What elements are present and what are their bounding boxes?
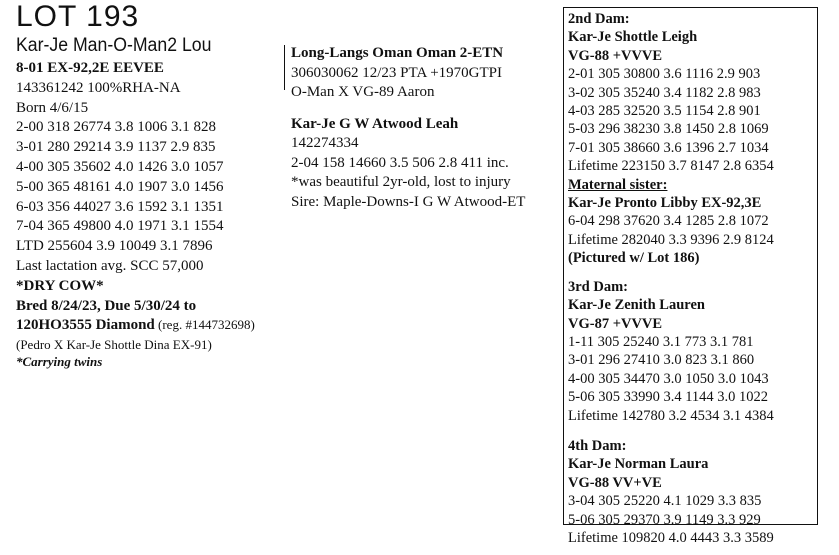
dam-name: Kar-Je G W Atwood Leah <box>291 115 459 132</box>
section-heading: 2nd Dam: <box>568 11 630 27</box>
lactation-record: 7-01 305 38660 3.6 1396 2.7 1034 <box>568 139 769 156</box>
lifetime-total: Lifetime 223150 3.7 8147 2.8 6354 <box>568 158 774 175</box>
fourth-dam-classification: VG-88 VV+VE <box>568 474 662 491</box>
lactation-record: 7-04 365 49800 4.0 1971 3.1 1554 <box>16 218 224 235</box>
maternal-sister-name: Kar-Je Pronto Libby EX-92,3E <box>568 195 762 212</box>
lactation-record: 3-04 305 25220 4.1 1029 3.3 835 <box>568 493 762 510</box>
second-dam-name: Kar-Je Shottle Leigh <box>568 29 698 46</box>
lactation-record: 6-03 356 44027 3.6 1592 3.1 1351 <box>16 198 224 215</box>
dam-registration: 142274334 <box>291 135 359 151</box>
lifetime-total: LTD 255604 3.9 10049 3.1 7896 <box>16 238 213 255</box>
second-dam-classification: VG-88 +VVVE <box>568 47 663 64</box>
lactation-record: 4-03 285 32520 3.5 1154 2.8 901 <box>568 103 761 120</box>
lactation-record: 5-06 305 33990 3.4 1144 3.0 1022 <box>568 389 769 406</box>
lifetime-total: Lifetime 282040 3.3 9396 2.9 8124 <box>568 231 774 248</box>
service-sire-reg: (reg. #144732698) <box>154 317 255 333</box>
dam-note: *was beautiful 2yr-old, lost to injury <box>291 174 511 190</box>
fourth-dam-section <box>568 437 818 547</box>
lactation-record: 3-01 280 29214 3.9 1137 2.9 835 <box>16 139 216 156</box>
divider-line <box>284 45 285 90</box>
twins-note: *Carrying twins <box>16 354 103 370</box>
lactation-record: 6-04 298 37620 3.4 1285 2.8 1072 <box>568 213 769 230</box>
cow-classification: 8-01 EX-92,2E EEVEE <box>16 60 164 76</box>
maternal-sister-heading: Maternal sister: <box>568 176 668 193</box>
lactation-record: 3-02 305 35240 3.4 1182 2.8 983 <box>568 84 761 101</box>
lactation-record: 4-00 305 35602 4.0 1426 3.0 1057 <box>16 158 224 175</box>
third-dam-name: Kar-Je Zenith Lauren <box>568 297 705 314</box>
lactation-record: 5-00 365 48161 4.0 1907 3.0 1456 <box>16 178 224 195</box>
dam-record: 2-04 158 14660 3.5 506 2.8 411 inc. <box>291 154 509 171</box>
lot-title: LOT 193 <box>16 0 140 33</box>
second-dam-section <box>568 10 818 268</box>
service-sire-name: 120HO3555 Diamond <box>16 317 155 334</box>
cow-registration: 143361242 100%RHA-NA <box>16 79 181 96</box>
pictured-note: (Pictured w/ Lot 186) <box>568 250 700 267</box>
sire-pedigree: O-Man X VG-89 Aaron <box>291 84 435 100</box>
lactation-record: 2-01 305 30800 3.6 1116 2.9 903 <box>568 66 761 83</box>
third-dam-classification: VG-87 +VVVE <box>568 315 663 332</box>
section-heading: 3rd Dam: <box>568 278 629 295</box>
lifetime-total: Lifetime 109820 4.0 4443 3.3 3589 <box>568 529 774 546</box>
pedigree-middle <box>291 44 561 212</box>
cow-born: Born 4/6/15 <box>16 99 89 116</box>
dry-cow-status: *DRY COW* <box>16 277 104 294</box>
bred-line: Bred 8/24/23, Due 5/30/24 to <box>16 297 197 314</box>
sire-name: Long-Langs Oman Oman 2-ETN <box>291 45 504 61</box>
lactation-record: 5-03 296 38230 3.8 1450 2.8 1069 <box>568 121 769 138</box>
service-sire-pedigree: (Pedro X Kar-Je Shottle Dina EX-91) <box>16 337 212 353</box>
pedigree-box-content <box>568 10 818 555</box>
cow-name: Kar-Je Man-O-Man2 Lou <box>16 35 212 56</box>
lifetime-total: Lifetime 142780 3.2 4534 3.1 4384 <box>568 407 774 424</box>
lactation-record: 1-11 305 25240 3.1 773 3.1 781 <box>568 333 754 350</box>
section-heading: 4th Dam: <box>568 437 627 454</box>
lactation-record: 3-01 296 27410 3.0 823 3.1 860 <box>568 352 755 369</box>
sire-registration: 306030062 12/23 PTA +1970GTPI <box>291 64 503 81</box>
service-sire-line <box>16 316 286 336</box>
cow-details <box>16 59 286 370</box>
lactation-record: 2-00 318 26774 3.8 1006 3.1 828 <box>16 119 216 136</box>
lactation-record: 5-06 305 29370 3.9 1149 3.3 929 <box>568 511 761 528</box>
lactation-record: 4-00 305 34470 3.0 1050 3.0 1043 <box>568 370 769 387</box>
scc-line: Last lactation avg. SCC 57,000 <box>16 257 204 274</box>
fourth-dam-name: Kar-Je Norman Laura <box>568 456 709 473</box>
third-dam-section <box>568 278 818 425</box>
dam-sire: Sire: Maple-Downs-I G W Atwood-ET <box>291 193 526 210</box>
